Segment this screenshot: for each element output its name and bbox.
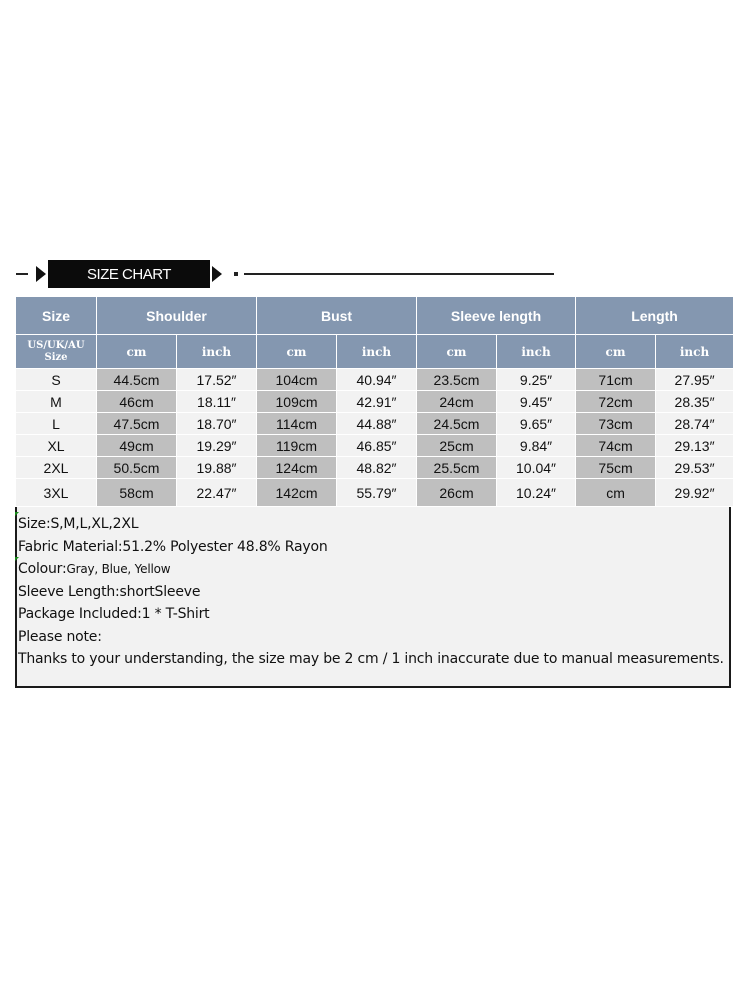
inch-value-cell: 46.85″ — [337, 435, 417, 457]
cm-value-cell: 124cm — [257, 457, 337, 479]
inch-value-cell: 19.88″ — [177, 457, 257, 479]
header-length: Length — [576, 297, 734, 335]
header-shoulder: Shoulder — [97, 297, 257, 335]
inch-value-cell: 55.79″ — [337, 479, 417, 507]
inch-value-cell: 10.24″ — [497, 479, 576, 507]
banner-dot — [234, 272, 238, 276]
banner-dash — [16, 273, 28, 275]
unit-header: cm — [417, 335, 497, 369]
cm-value-cell: 47.5cm — [97, 413, 177, 435]
cm-value-cell: 73cm — [576, 413, 656, 435]
table-row — [16, 391, 734, 413]
note-thanks: Thanks to your understanding, the size may be 2 cm / 1 inch inaccurate due to manual measurements. — [18, 651, 724, 667]
cm-value-cell: 114cm — [257, 413, 337, 435]
banner-rule — [244, 273, 554, 275]
inch-value-cell: 42.91″ — [337, 391, 417, 413]
size-cell: 3XL — [16, 479, 97, 507]
cm-value-cell: 26cm — [417, 479, 497, 507]
note-colour — [18, 559, 730, 582]
inch-value-cell: 44.88″ — [337, 413, 417, 435]
inch-value-cell: 9.25″ — [497, 369, 576, 391]
banner-title: SIZE CHART — [48, 260, 210, 288]
size-chart-banner — [14, 258, 554, 290]
inch-value-cell: 28.74″ — [656, 413, 734, 435]
inch-value-cell: 29.53″ — [656, 457, 734, 479]
note-colour-label: Colour: — [18, 561, 67, 577]
inch-value-cell: 48.82″ — [337, 457, 417, 479]
product-notes — [18, 514, 730, 672]
cm-value-cell: 44.5cm — [97, 369, 177, 391]
unit-header: inch — [656, 335, 734, 369]
table-row — [16, 413, 734, 435]
cm-value-cell: cm — [576, 479, 656, 507]
note-please: Please note: — [18, 628, 102, 645]
cm-value-cell: 46cm — [97, 391, 177, 413]
unit-header: cm — [97, 335, 177, 369]
header-bust: Bust — [257, 297, 417, 335]
table-row — [16, 457, 734, 479]
cm-value-cell: 71cm — [576, 369, 656, 391]
cm-value-cell: 25cm — [417, 435, 497, 457]
inch-value-cell: 28.35″ — [656, 391, 734, 413]
cm-value-cell: 72cm — [576, 391, 656, 413]
inch-value-cell: 22.47″ — [177, 479, 257, 507]
cm-value-cell: 58cm — [97, 479, 177, 507]
note-colour-value: Gray, Blue, Yellow — [66, 562, 171, 576]
note-sleeve: Sleeve Length:shortSleeve — [18, 583, 201, 600]
inch-value-cell: 17.52″ — [177, 369, 257, 391]
inch-value-cell: 10.04″ — [497, 457, 576, 479]
size-cell: XL — [16, 435, 97, 457]
table-body — [16, 369, 734, 507]
unit-header: cm — [576, 335, 656, 369]
table-row — [16, 479, 734, 507]
inch-value-cell: 27.95″ — [656, 369, 734, 391]
cm-value-cell: 23.5cm — [417, 369, 497, 391]
table-row — [16, 435, 734, 457]
unit-header: inch — [337, 335, 417, 369]
inch-value-cell: 29.92″ — [656, 479, 734, 507]
table-row — [16, 369, 734, 391]
cm-value-cell: 50.5cm — [97, 457, 177, 479]
cm-value-cell: 109cm — [257, 391, 337, 413]
cm-value-cell: 49cm — [97, 435, 177, 457]
size-cell: 2XL — [16, 457, 97, 479]
cm-value-cell: 75cm — [576, 457, 656, 479]
note-fabric: Fabric Material:51.2% Polyester 48.8% Rayon — [18, 538, 328, 555]
size-table — [15, 296, 734, 507]
cm-value-cell: 24.5cm — [417, 413, 497, 435]
cm-value-cell: 24cm — [417, 391, 497, 413]
cm-value-cell: 74cm — [576, 435, 656, 457]
cm-value-cell: 25.5cm — [417, 457, 497, 479]
header-size: Size — [16, 297, 97, 335]
inch-value-cell: 40.94″ — [337, 369, 417, 391]
inch-value-cell: 9.45″ — [497, 391, 576, 413]
size-cell: M — [16, 391, 97, 413]
group-header-row — [16, 297, 734, 335]
inch-value-cell: 9.84″ — [497, 435, 576, 457]
inch-value-cell: 29.13″ — [656, 435, 734, 457]
cm-value-cell: 119cm — [257, 435, 337, 457]
unit-header: cm — [257, 335, 337, 369]
note-package: Package Included:1 * T-Shirt — [18, 606, 210, 622]
unit-header: inch — [177, 335, 257, 369]
unit-header: inch — [497, 335, 576, 369]
inch-value-cell: 19.29″ — [177, 435, 257, 457]
size-cell: L — [16, 413, 97, 435]
header-size-region: US/UK/AU Size — [16, 335, 97, 369]
inch-value-cell: 18.70″ — [177, 413, 257, 435]
cm-value-cell: 142cm — [257, 479, 337, 507]
header-sleeve-length: Sleeve length — [417, 297, 576, 335]
banner-arrow-right-icon — [212, 266, 222, 282]
unit-header-row — [16, 335, 734, 369]
note-size: Size:S,M,L,XL,2XL — [18, 516, 139, 532]
inch-value-cell: 18.11″ — [177, 391, 257, 413]
size-cell: S — [16, 369, 97, 391]
cm-value-cell: 104cm — [257, 369, 337, 391]
inch-value-cell: 9.65″ — [497, 413, 576, 435]
banner-arrow-left-icon — [36, 266, 46, 282]
